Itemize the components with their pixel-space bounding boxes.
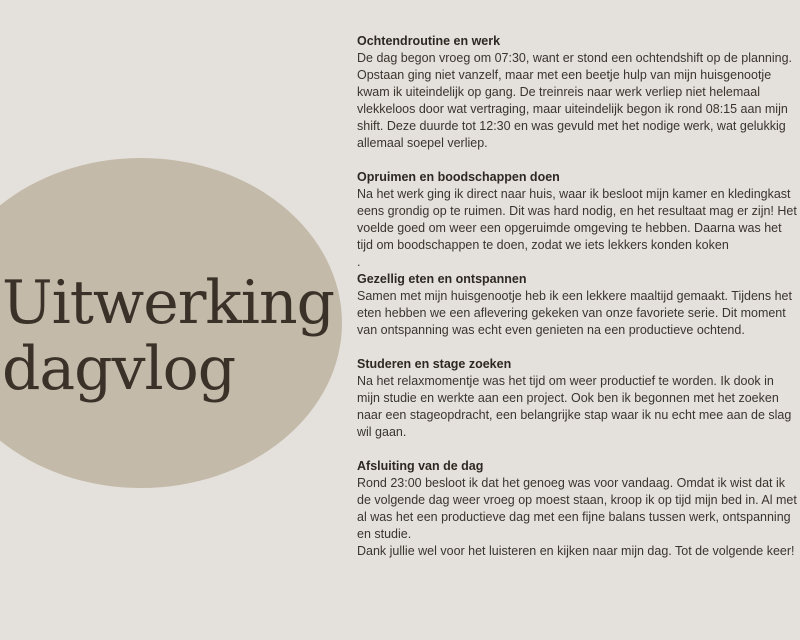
section-text: Rond 23:00 besloot ik dat het genoeg was voor vandaag. Omdat ik wist dat ik de volgende dag weer vroeg op moest staan, kroop ik op tijd mijn bed in. Al met al was het een productieve dag met een fijne balans tussen werk, ontspanning en studie. [357,476,797,541]
section-text: De dag begon vroeg om 07:30, want er stond een ochtendshift op de planning. Opstaan ging niet vanzelf, maar met een beetje hulp van mijn huisgenootje kwam ik uiteindelijk op gang. De treinreis naar werk verliep niet helemaal vlekkeloos door wat vertraging, maar uiteindelijk begon ik rond 08:15 aan mijn shift. Deze duurde tot 12:30 en was gevuld met het nodige werk, wat gelukkig allemaal soepel verliep. [357,51,793,150]
section-gezellig-eten [357,271,797,339]
content-column [357,33,797,577]
section-afsluiting [357,458,797,560]
page-title-line-2: dagvlog [2,334,236,404]
section-heading: Afsluiting van de dag [357,459,484,473]
section-ochtendroutine [357,33,797,152]
page-title-line-1: Uitwerking [2,268,335,338]
section-text: Na het werk ging ik direct naar huis, waar ik besloot mijn kamer en kledingkast eens grondig op te ruimen. Dit was hard nodig, en het resultaat mag er zijn! Het voelde goed om weer een opgeruimde omgeving te hebben. Daarna was het tijd om boodschappen te doen, zodat we iets lekkers konden koken [357,187,797,252]
section-text: Samen met mijn huisgenootje heb ik een lekkere maaltijd gemaakt. Tijdens het eten hebben we een aflevering gekeken van onze favoriete serie. Dit moment van ontspanning was echt even genieten na een productieve ochtend. [357,289,792,337]
page-title [2,270,334,402]
section-text: Na het relaxmomentje was het tijd om weer productief te worden. Ik dook in mijn studie en werkte aan een project. Ook ben ik begonnen met het zoeken naar een stageopdracht, een belangrijke stap waar ik nu echt mee aan de slag wil gaan. [357,374,792,439]
section-heading: Gezellig eten en ontspannen [357,272,527,286]
stray-period: . [357,255,361,269]
section-heading: Studeren en stage zoeken [357,357,512,371]
section-studeren [357,356,797,441]
section-heading: Opruimen en boodschappen doen [357,170,560,184]
closing-text: Dank jullie wel voor het luisteren en kijken naar mijn dag. Tot de volgende keer! [357,544,795,558]
section-opruimen [357,169,797,271]
section-heading: Ochtendroutine en werk [357,34,501,48]
